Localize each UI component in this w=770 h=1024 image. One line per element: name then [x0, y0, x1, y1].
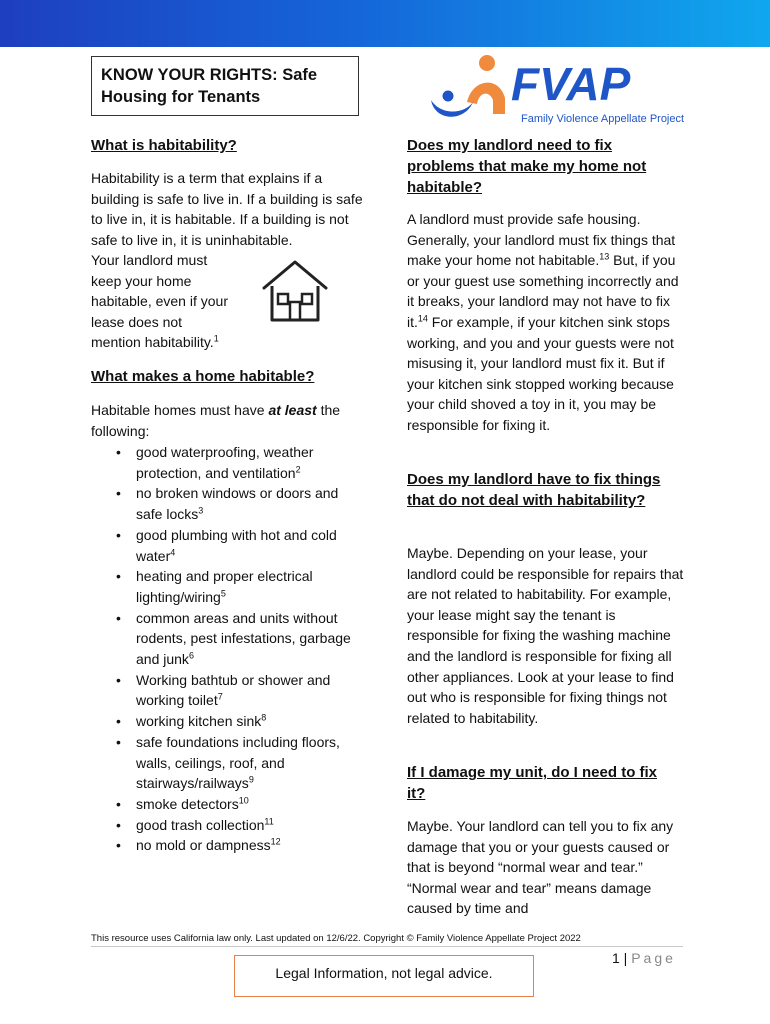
list-item: • no mold or dampness$^{12}$: [116, 836, 281, 854]
heading-what-is-habitability: What is habitability?: [91, 137, 237, 154]
logo-name: Family Violence Appellate Project: [521, 113, 685, 125]
habitability-list: [91, 442, 366, 856]
top-banner: [0, 0, 770, 47]
page-number: 1 | Page: [612, 950, 676, 966]
fvap-logo: [425, 50, 685, 128]
list-item: • common areas and units without rodents, pest infestations, garbage and junk$^6$: [116, 609, 351, 668]
heading-landlord-fix-problems: Does my landlord need to fix problems that make my home not habitable?: [407, 137, 647, 196]
habitable-intro: Habitable homes must have at least the following:: [91, 402, 341, 439]
list-item: • heating and proper electrical lighting/wiring$^5$: [116, 568, 313, 605]
landlord-fix-answer: A landlord must provide safe housing. Generally, your landlord must fix things that make your home not habitable.$^{13}$ But, if you or your guest use something incorrectly and it breaks, your landlord may not have to fix it.$^{14}$ For example, if your kitchen sink stops working, and you and your guests were not misusing it, your landlord must fix it. But if your kitchen sink stopped working because your child shoved a toy in it, you may be responsible for fixing it.: [407, 211, 679, 433]
list-item: • safe foundations including floors, walls, ceilings, roof, and stairways/railways$^9$: [116, 733, 340, 792]
list-item: • no broken windows or doors and safe locks$^3$: [116, 485, 339, 523]
logo-figure-icon: [431, 55, 505, 117]
heading-non-habitability-repairs: Does my landlord have to fix things that do not deal with habitability?: [407, 471, 661, 509]
footer-divider: [91, 946, 683, 947]
list-item: • smoke detectors$^{10}$: [116, 795, 249, 812]
list-item: • Working bathtub or shower and working toilet$^7$: [116, 671, 331, 709]
non-habitability-answer: Maybe. Depending on your lease, your landlord could be responsible for repairs that are not related to habitability. For example, your lease might say the tenant is responsible for fixing the washing machine and the landlord is responsible for fixing all other appliances. Look at your lease to find out who is responsible for fixing things not related to habitability.: [407, 545, 684, 726]
list-item: • good waterproofing, weather protection, and ventilation$^2$: [116, 444, 314, 481]
landlord-must-keep-habitable: Your landlord must keep your home habitable, even if your lease does not mention habitability.$^1$: [91, 252, 228, 351]
list-item: • good plumbing with hot and cold water$^4$: [116, 526, 337, 564]
legal-disclaimer: Legal Information, not legal advice.: [234, 955, 534, 997]
habitability-definition: Habitability is a term that explains if a building is safe to live in. If a building is safe to live in, it is habitable. If a building is not safe to live in, it is uninhabitable.: [91, 170, 363, 248]
list-item: • good trash collection$^{11}$: [116, 816, 274, 833]
heading-what-makes-habitable: What makes a home habitable?: [91, 368, 315, 385]
house-icon: [260, 258, 330, 324]
heading-damage-unit: If I damage my unit, do I need to fix it?: [407, 764, 658, 802]
damage-unit-answer: Maybe. Your landlord can tell you to fix any damage that you or your guests caused or that is beyond “normal wear and tear.” “Normal wear and tear” means damage caused by time and: [407, 818, 674, 917]
footnote-ref: 1: [213, 333, 219, 344]
footer-note: This resource uses California law only. Last updated on 12/6/22. Copyright © Family Violence Appellate Project 2022: [91, 933, 581, 944]
page-title: KNOW YOUR RIGHTS: Safe Housing for Tenants: [91, 56, 359, 116]
list-item: • working kitchen sink$^8$: [116, 712, 267, 730]
logo-acronym: FVAP: [511, 58, 631, 110]
